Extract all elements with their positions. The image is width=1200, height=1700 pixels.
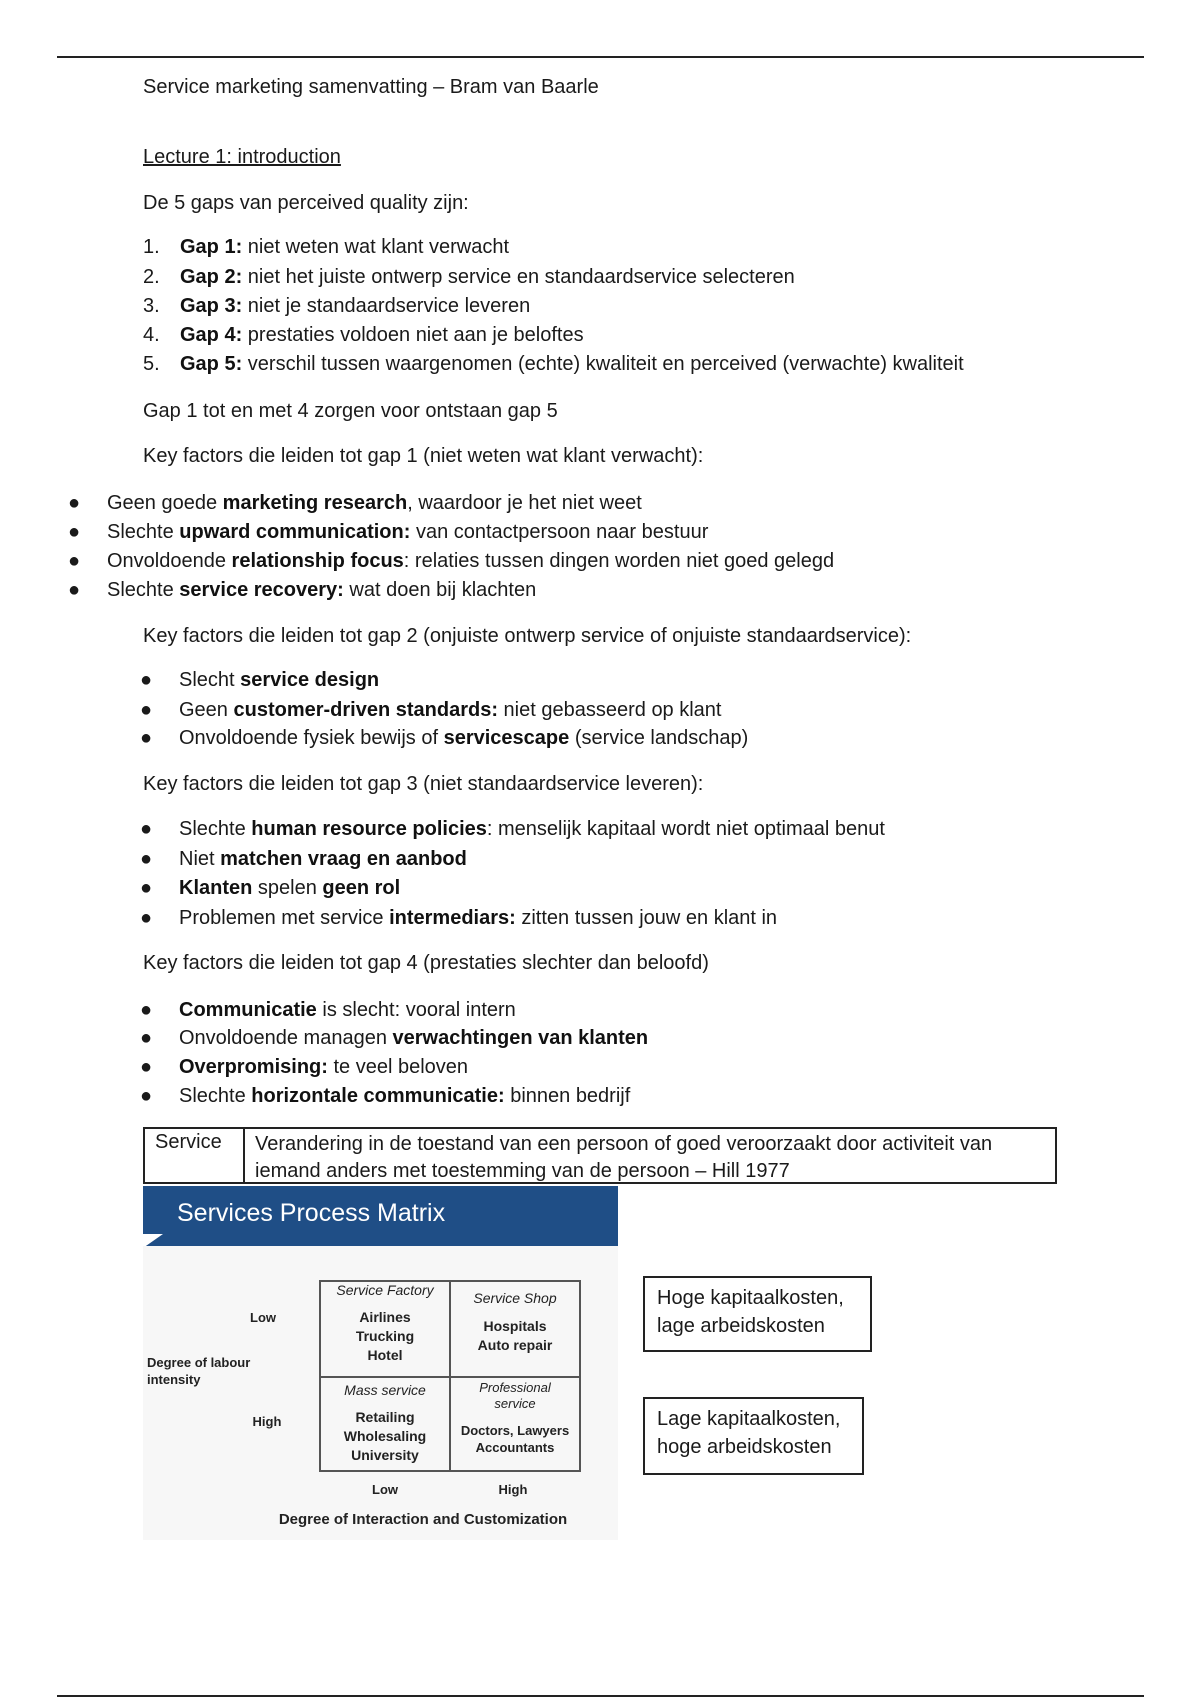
x-low-label: Low: [372, 1482, 398, 1497]
cell-item: Trucking: [355, 1328, 415, 1344]
x-axis-label: Degree of Interaction and Customization: [278, 1511, 568, 1528]
cell-item: Accountants: [475, 1440, 555, 1455]
list-number: 2.: [143, 266, 160, 288]
list-number: 4.: [143, 324, 160, 346]
list-number: 5.: [143, 353, 160, 375]
gap4-heading: Key factors die leiden tot gap 4 (prestaties slechter dan beloofd): [143, 952, 709, 974]
gap-label: Gap 5:: [180, 353, 243, 375]
bullet-icon: ●: [140, 877, 153, 899]
gap2-heading: Key factors die leiden tot gap 2 (onjuiste ontwerp service of onjuiste standaardservice):: [143, 625, 912, 647]
bullet-icon: ●: [140, 999, 153, 1021]
list-item: ● Slechte service recovery: wat doen bij klachten: [68, 579, 537, 601]
gap-label: Gap 2:: [180, 266, 243, 288]
bullet-icon: ●: [140, 1056, 153, 1078]
list-item: ● Onvoldoende fysiek bewijs of servicescape (service landschap): [140, 727, 749, 749]
cell-item: Hotel: [367, 1347, 403, 1363]
list-item: [143, 293, 530, 319]
definition-table: [143, 1127, 1057, 1184]
cell-title-professional-service: Professional service: [479, 1380, 551, 1411]
list-item: ● Overpromising: te veel beloven: [140, 1056, 469, 1078]
bullet-icon: ●: [68, 521, 81, 543]
list-item: ● Problemen met service intermediars: zitten tussen jouw en klant in: [140, 907, 778, 929]
bullet-icon: ●: [140, 848, 153, 870]
list-item: [143, 264, 795, 290]
list-item: ● Slecht service design: [140, 669, 380, 691]
matrix-figure: [143, 1246, 618, 1540]
y-high-label: High: [252, 1414, 282, 1429]
gap-text: verschil tussen waargenomen (echte) kwaliteit en perceived (verwachte) kwaliteit: [242, 353, 964, 375]
list-item: ● Communicatie is slecht: vooral intern: [140, 999, 516, 1021]
list-item: ● Geen goede marketing research, waardoor je het niet weet: [68, 492, 642, 514]
gap-text: niet weten wat klant verwacht: [242, 236, 510, 258]
cell-item: Auto repair: [477, 1337, 553, 1353]
cell-item: Retailing: [355, 1409, 415, 1425]
definition-text: Verandering in de toestand van een persoon of goed veroorzaakt door activiteit van iemand anders met toestemming van de persoon – Hill 1977: [255, 1133, 993, 1182]
gap1-heading: Key factors die leiden tot gap 1 (niet weten wat klant verwacht):: [143, 445, 704, 467]
gap5-note: Gap 1 tot en met 4 zorgen voor ontstaan gap 5: [143, 400, 558, 422]
list-item: ● Klanten spelen geen rol: [140, 877, 401, 899]
cell-title-mass-service: Mass service: [344, 1382, 426, 1398]
gaps-intro: De 5 gaps van perceived quality zijn:: [143, 192, 469, 214]
x-high-label: High: [498, 1482, 528, 1497]
list-item: ● Slechte human resource policies: menselijk kapitaal wordt niet optimaal benut: [140, 818, 885, 840]
bullet-icon: ●: [68, 579, 81, 601]
cell-item: Wholesaling: [343, 1428, 427, 1444]
bullet-icon: ●: [140, 669, 153, 691]
matrix-title: Services Process Matrix: [177, 1199, 446, 1227]
list-item: ● Onvoldoende managen verwachtingen van klanten: [140, 1027, 649, 1049]
cell-item: University: [351, 1447, 419, 1463]
bullet-icon: ●: [140, 699, 153, 721]
matrix-grid-hline: [319, 1376, 581, 1378]
bullet-icon: ●: [140, 1027, 153, 1049]
lecture-heading: Lecture 1: introduction: [143, 146, 341, 168]
bottom-rule: [57, 1695, 1144, 1697]
bullet-icon: ●: [68, 550, 81, 572]
cell-title-service-shop: Service Shop: [473, 1290, 557, 1306]
list-item: ● Niet matchen vraag en aanbod: [140, 848, 467, 870]
list-item: ● Geen customer-driven standards: niet gebasseerd op klant: [140, 699, 722, 721]
bullet-icon: ●: [140, 727, 153, 749]
cell-title-service-factory: Service Factory: [336, 1282, 434, 1298]
gap-label: Gap 3:: [180, 295, 243, 317]
list-item: ● Slechte upward communication: van contactpersoon naar bestuur: [68, 521, 709, 543]
list-number: 1.: [143, 236, 160, 258]
list-number: 3.: [143, 295, 160, 317]
top-rule: [57, 56, 1144, 58]
bullet-icon: ●: [140, 818, 153, 840]
gap-text: niet je standaardservice leveren: [242, 295, 531, 317]
cell-item: Doctors, Lawyers: [460, 1423, 570, 1438]
bullet-icon: ●: [68, 492, 81, 514]
gap-text: prestaties voldoen niet aan je beloftes: [242, 324, 584, 346]
y-low-label: Low: [250, 1310, 276, 1325]
gap3-heading: Key factors die leiden tot gap 3 (niet standaardservice leveren):: [143, 773, 704, 795]
y-axis-label: Degree of labour intensity: [147, 1355, 251, 1387]
list-item: ● Slechte horizontale communicatie: binnen bedrijf: [140, 1085, 631, 1107]
table-divider: [243, 1129, 245, 1182]
list-item: [143, 351, 964, 377]
matrix-banner: [143, 1186, 618, 1246]
gap-label: Gap 1:: [180, 236, 243, 258]
definition-term: Service: [155, 1131, 222, 1153]
bullet-icon: ●: [140, 907, 153, 929]
list-item: [143, 234, 509, 260]
cell-item: Hospitals: [483, 1318, 547, 1334]
bullet-icon: ●: [140, 1085, 153, 1107]
cell-item: Airlines: [359, 1309, 411, 1325]
note-low-capital: Lage kapitaalkosten, hoge arbeidskosten: [643, 1397, 864, 1475]
list-item: [143, 322, 584, 348]
document-title: Service marketing samenvatting – Bram van Baarle: [143, 76, 599, 98]
gap-label: Gap 4:: [180, 324, 243, 346]
list-item: ● Onvoldoende relationship focus: relaties tussen dingen worden niet goed gelegd: [68, 550, 835, 572]
note-high-capital: Hoge kapitaalkosten, lage arbeidskosten: [643, 1276, 872, 1352]
gap-text: niet het juiste ontwerp service en standaardservice selecteren: [242, 266, 795, 288]
